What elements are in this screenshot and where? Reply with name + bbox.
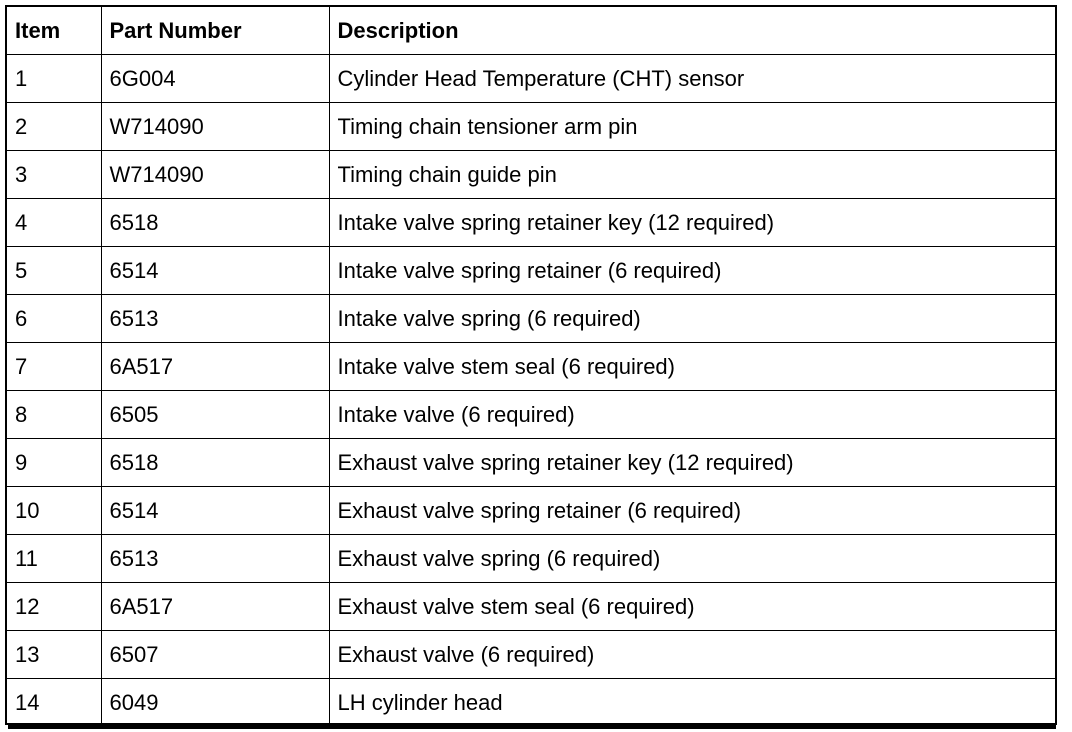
cell-item: 6: [7, 295, 101, 343]
cell-description: Intake valve stem seal (6 required): [329, 343, 1055, 391]
cell-item: 1: [7, 55, 101, 103]
cell-description: Intake valve spring (6 required): [329, 295, 1055, 343]
cell-part-number: 6G004: [101, 55, 329, 103]
table-row: [7, 343, 1055, 391]
cell-part-number: 6A517: [101, 583, 329, 631]
cell-part-number: 6518: [101, 439, 329, 487]
cell-part-number: 6505: [101, 391, 329, 439]
cell-item: 12: [7, 583, 101, 631]
table-row: [7, 439, 1055, 487]
cell-part-number: 6513: [101, 535, 329, 583]
cell-part-number: 6049: [101, 679, 329, 727]
header-part-number: Part Number: [101, 7, 329, 55]
table-row: [7, 631, 1055, 679]
cell-part-number: 6513: [101, 295, 329, 343]
cell-description: Intake valve spring retainer (6 required): [329, 247, 1055, 295]
cell-description: Exhaust valve stem seal (6 required): [329, 583, 1055, 631]
cell-part-number: W714090: [101, 103, 329, 151]
cell-part-number: W714090: [101, 151, 329, 199]
table-row: [7, 199, 1055, 247]
cell-item: 14: [7, 679, 101, 727]
table-row: [7, 247, 1055, 295]
cell-description: LH cylinder head: [329, 679, 1055, 727]
table-row: [7, 391, 1055, 439]
cell-description: Intake valve (6 required): [329, 391, 1055, 439]
table-row: [7, 535, 1055, 583]
cell-part-number: 6514: [101, 247, 329, 295]
cell-description: Cylinder Head Temperature (CHT) sensor: [329, 55, 1055, 103]
cell-item: 3: [7, 151, 101, 199]
table-row: [7, 679, 1055, 727]
cell-part-number: 6A517: [101, 343, 329, 391]
header-description: Description: [329, 7, 1055, 55]
cell-item: 11: [7, 535, 101, 583]
cell-item: 7: [7, 343, 101, 391]
cell-description: Exhaust valve spring retainer key (12 required): [329, 439, 1055, 487]
parts-table: [7, 7, 1055, 726]
cell-item: 13: [7, 631, 101, 679]
cell-description: Exhaust valve spring (6 required): [329, 535, 1055, 583]
table-row: [7, 103, 1055, 151]
cell-description: Intake valve spring retainer key (12 required): [329, 199, 1055, 247]
table-header-row: [7, 7, 1055, 55]
cell-item: 2: [7, 103, 101, 151]
cell-description: Timing chain guide pin: [329, 151, 1055, 199]
cell-item: 9: [7, 439, 101, 487]
cell-part-number: 6507: [101, 631, 329, 679]
table-row: [7, 295, 1055, 343]
table-row: [7, 487, 1055, 535]
cell-description: Exhaust valve (6 required): [329, 631, 1055, 679]
cell-part-number: 6514: [101, 487, 329, 535]
cell-item: 4: [7, 199, 101, 247]
table-row: [7, 583, 1055, 631]
header-item: Item: [7, 7, 101, 55]
cell-item: 10: [7, 487, 101, 535]
parts-table-frame: [5, 5, 1057, 725]
table-row: [7, 151, 1055, 199]
cell-description: Timing chain tensioner arm pin: [329, 103, 1055, 151]
cell-item: 8: [7, 391, 101, 439]
table-row: [7, 55, 1055, 103]
cell-part-number: 6518: [101, 199, 329, 247]
cell-item: 5: [7, 247, 101, 295]
cell-description: Exhaust valve spring retainer (6 required): [329, 487, 1055, 535]
